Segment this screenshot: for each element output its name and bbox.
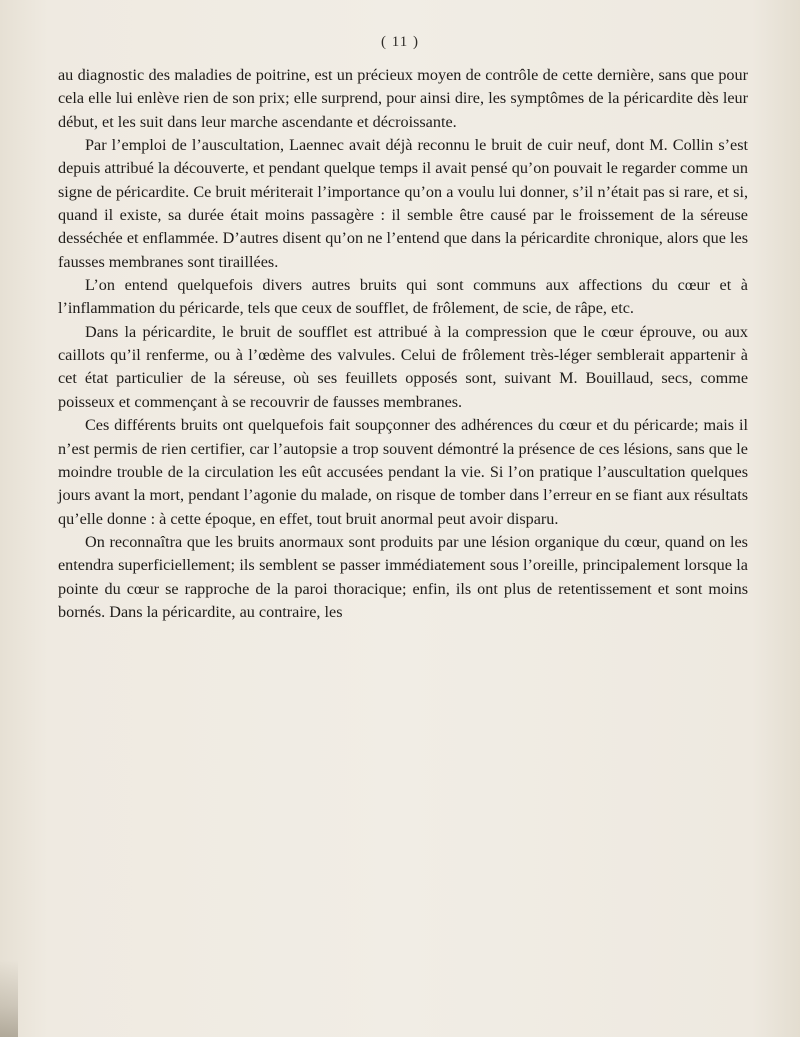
page-edge-shadow (0, 960, 18, 1037)
paragraph-3: L’on entend quelquefois divers autres bruits qui sont communs aux affections du cœur et à l’inflammation du péricarde, tels que ceux de soufflet, de frôlement, de scie, de râpe, etc. (58, 276, 748, 318)
paragraph-6: On reconnaîtra que les bruits anormaux sont produits par une lésion organique du cœur, quand on les entendra superficiellement; ils semblent se passer immédiatement sous l’oreille, principalement lorsque la pointe du cœur se rapproche de la paroi thoracique; enfin, ils ont plus de retentissement et sont moins bornés. Dans la péricardite, au contraire, les (58, 532, 748, 621)
body-text (58, 64, 748, 624)
paragraph-1: au diagnostic des maladies de poitrine, est un précieux moyen de contrôle de cette dernière, sans que pour cela elle lui enlève rien de son prix; elle surprend, pour ainsi dire, les symptômes de la péricardite dès leur début, et les suit dans leur marche ascendante et décroissante. (58, 66, 748, 131)
paragraph-4: Dans la péricardite, le bruit de soufflet est attribué à la compression que le cœur éprouve, ou aux caillots qu’il renferme, ou à l’œdème des valvules. Celui de frôlement très-léger semblerait appartenir à cet état particulier de la séreuse, où ses feuillets opposés sont, suivant M. Bouillaud, secs, comme poisseux et commençant à se recouvrir de fausses membranes. (58, 322, 748, 411)
paragraph-2: Par l’emploi de l’auscultation, Laennec avait déjà reconnu le bruit de cuir neuf, dont M. Collin s’est depuis attribué la découverte, et pendant quelque temps il avait pensé qu’on pouvait le regarder comme un signe de péricardite. Ce bruit mériterait l’importance qu’on a voulu lui donner, s’il n’était pas si rare, et si, quand il existe, sa durée était moins passagère : il semble être causé par le froissement de la séreuse desséchée et enflammée. D’autres disent qu’on ne l’entend que dans la péricardite chronique, alors que les fausses membranes sont tiraillées. (58, 136, 748, 271)
page-number: ( 11 ) (381, 34, 419, 50)
paragraph-5: Ces différents bruits ont quelquefois fait soupçonner des adhérences du cœur et du péricarde; mais il n’est permis de rien certifier, car l’autopsie a trop souvent démontré la présence de ces lésions, sans que le moindre trouble de la circulation les eût accusées pendant la vie. Si l’on pratique l’auscultation quelques jours avant la mort, pendant l’agonie du malade, on risque de tomber dans l’erreur en se fiant aux résultats qu’elle donne : à cette époque, en effet, tout bruit anormal peut avoir disparu. (58, 416, 748, 528)
